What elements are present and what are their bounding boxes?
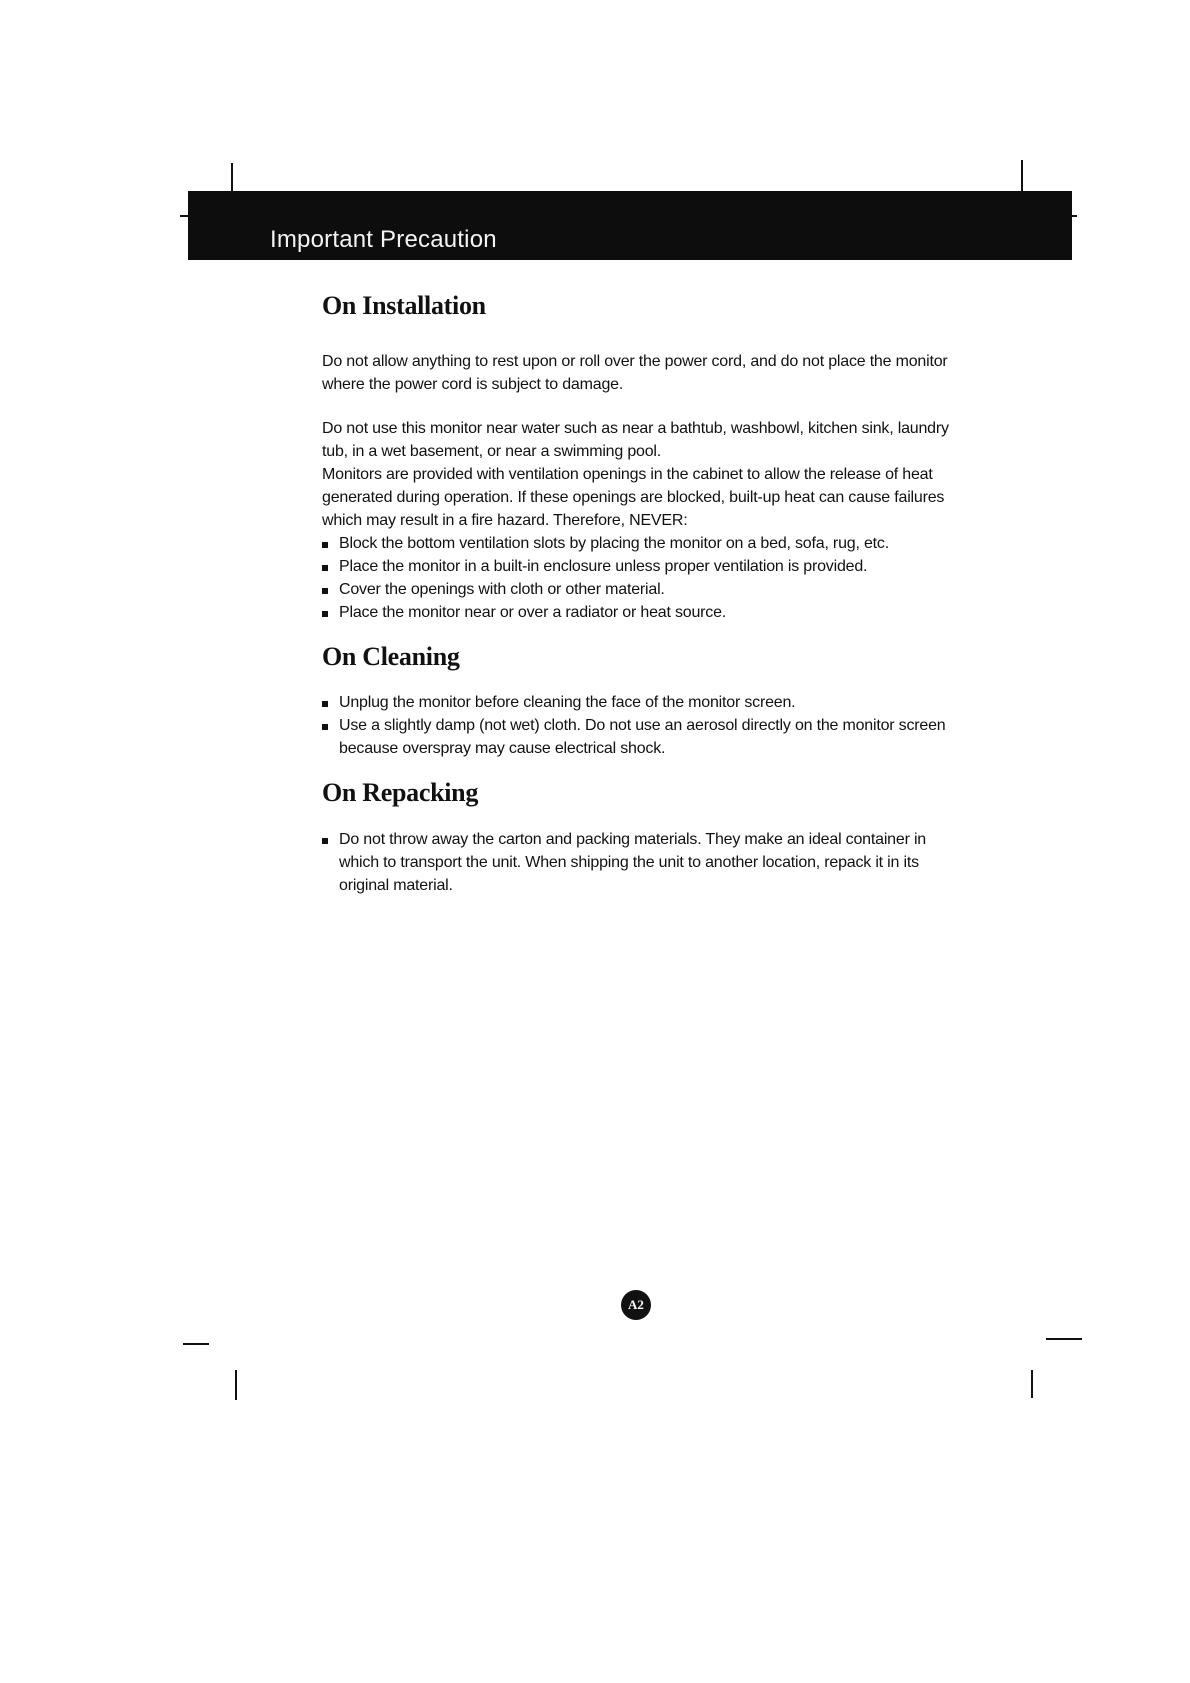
list-item: [322, 601, 952, 624]
header-bar: [188, 191, 1072, 260]
page-title: Important Precaution: [270, 226, 497, 253]
installation-paragraph-water: Do not use this monitor near water such as near a bathtub, washbowl, kitchen sink, laundry tub, in a wet basement, or near a swimming pool.: [322, 420, 949, 460]
list-item-text: Unplug the monitor before cleaning the face of the monitor screen.: [339, 694, 796, 711]
installation-paragraph-power-cord: Do not allow anything to rest upon or roll over the power cord, and do not place the monitor where the power cord is subject to damage.: [322, 353, 948, 393]
list-item-text: Place the monitor in a built-in enclosure unless proper ventilation is provided.: [339, 558, 868, 575]
section-cleaning: [322, 637, 952, 760]
page-number-badge: A2: [621, 1290, 651, 1320]
main-content: [322, 286, 952, 897]
section-repacking: [322, 773, 952, 897]
crop-mark-bottom-left-h: [183, 1343, 209, 1345]
list-item-text: Do not throw away the carton and packing materials. They make an ideal container in which to transport the unit. When shipping the unit to another location, repack it in its original material.: [339, 831, 926, 894]
list-item: [322, 691, 952, 714]
installation-bullet-list: [322, 532, 952, 624]
cleaning-bullet-list: [322, 691, 952, 760]
section-heading-repacking: On Repacking: [322, 778, 479, 807]
crop-mark-bottom-left-v: [235, 1370, 237, 1400]
bullet-square-icon: [322, 565, 328, 571]
list-item: [322, 828, 952, 897]
section-heading-installation: On Installation: [322, 291, 486, 320]
bullet-square-icon: [322, 838, 328, 844]
list-item: [322, 532, 952, 555]
section-heading-cleaning: On Cleaning: [322, 642, 460, 671]
bullet-square-icon: [322, 542, 328, 548]
list-item-text: Block the bottom ventilation slots by placing the monitor on a bed, sofa, rug, etc.: [339, 535, 889, 552]
list-item-text: Cover the openings with cloth or other material.: [339, 581, 665, 598]
list-item-text: Place the monitor near or over a radiator or heat source.: [339, 604, 727, 621]
bullet-square-icon: [322, 588, 328, 594]
bullet-square-icon: [322, 611, 328, 617]
list-item-text: Use a slightly damp (not wet) cloth. Do not use an aerosol directly on the monitor screen because overspray may cause electrical shock.: [339, 717, 946, 757]
crop-mark-bottom-right-v: [1031, 1370, 1033, 1398]
list-item: [322, 714, 952, 760]
crop-mark-bottom-right-h: [1046, 1338, 1082, 1340]
installation-paragraph-ventilation: Monitors are provided with ventilation openings in the cabinet to allow the release of heat generated during operation. If these openings are blocked, built-up heat can cause failures which may result in a fire hazard. Therefore, NEVER:: [322, 466, 945, 529]
bullet-square-icon: [322, 701, 328, 707]
repacking-bullet-list: [322, 828, 952, 897]
bullet-square-icon: [322, 724, 328, 730]
section-installation: [322, 286, 952, 624]
list-item: [322, 555, 952, 578]
list-item: [322, 578, 952, 601]
